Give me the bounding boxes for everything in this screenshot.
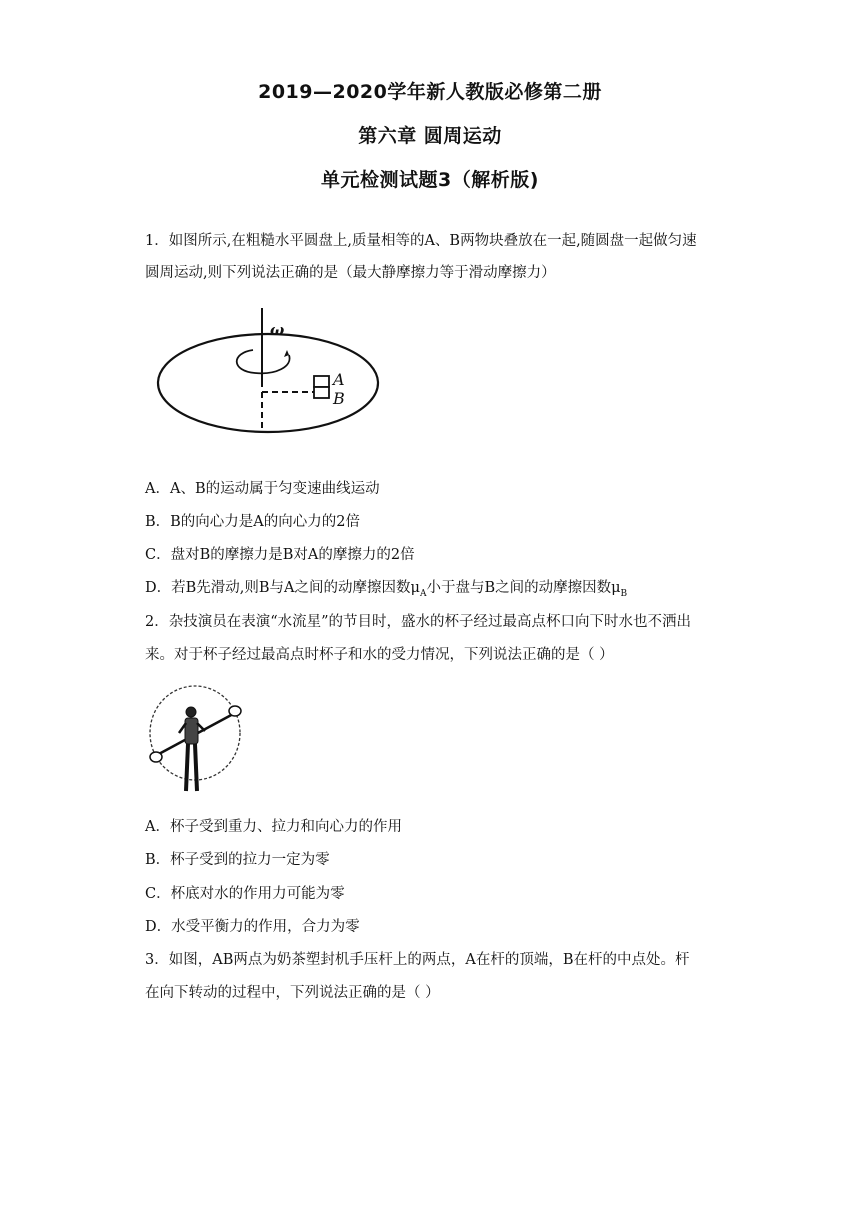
water-meteor-figure <box>143 683 253 798</box>
q2-option-c: C．杯底对水的作用力可能为零 <box>145 886 345 902</box>
disc-ellipse <box>158 334 378 432</box>
rotating-disc-figure <box>155 305 385 440</box>
q1-option-a: A．A、B的运动属于匀变速曲线运动 <box>145 481 380 497</box>
label-a: A <box>333 370 345 389</box>
q1-option-d: D．若B先滑动,则B与A之间的动摩擦因数$\mu_A$小于盘与B之间的动摩擦因数$\mu_B$ <box>145 580 628 599</box>
cup-upper <box>229 706 241 716</box>
q3-stem-line2: 在向下转动的过程中，下列说法正确的是（ ） <box>145 985 440 1001</box>
document-title: 2019—2020学年新人教版必修第二册 <box>258 81 602 103</box>
q1-stem-line1: 1．如图所示,在粗糙水平圆盘上,质量相等的A、B两物块叠放在一起,随圆盘一起做匀速 <box>145 233 697 249</box>
q2-stem-line1: 2．杂技演员在表演“水流星”的节目时，盛水的杯子经过最高点杯口向下时水也不洒出 <box>145 614 692 630</box>
q2-option-b: B．杯子受到的拉力一定为零 <box>145 852 330 868</box>
test-title: 单元检测试题3（解析版) <box>321 169 539 191</box>
block-b <box>314 387 329 398</box>
label-b: B <box>333 389 345 408</box>
q2-stem-line2: 来。对于杯子经过最高点时杯子和水的受力情况，下列说法正确的是（ ） <box>145 647 614 663</box>
q1-stem-line2: 圆周运动,则下列说法正确的是（最大静摩擦力等于滑动摩擦力） <box>145 265 556 281</box>
q1-option-b: B．B的向心力是A的向心力的2倍 <box>145 514 361 530</box>
chapter-title: 第六章 圆周运动 <box>358 125 502 147</box>
q1-option-c: C．盘对B的摩擦力是B对A的摩擦力的2倍 <box>145 547 415 563</box>
block-a <box>314 376 329 387</box>
cup-lower <box>150 752 162 762</box>
omega-label: ω <box>270 321 285 339</box>
q2-option-d: D．水受平衡力的作用，合力为零 <box>145 919 360 935</box>
performer-figure <box>179 707 205 791</box>
rotation-arrow <box>237 350 290 373</box>
q2-option-a: A．杯子受到重力、拉力和向心力的作用 <box>145 819 402 835</box>
q3-stem-line1: 3．如图，AB两点为奶茶塑封机手压杆上的两点，A在杆的顶端，B在杆的中点处。杆 <box>145 952 690 968</box>
